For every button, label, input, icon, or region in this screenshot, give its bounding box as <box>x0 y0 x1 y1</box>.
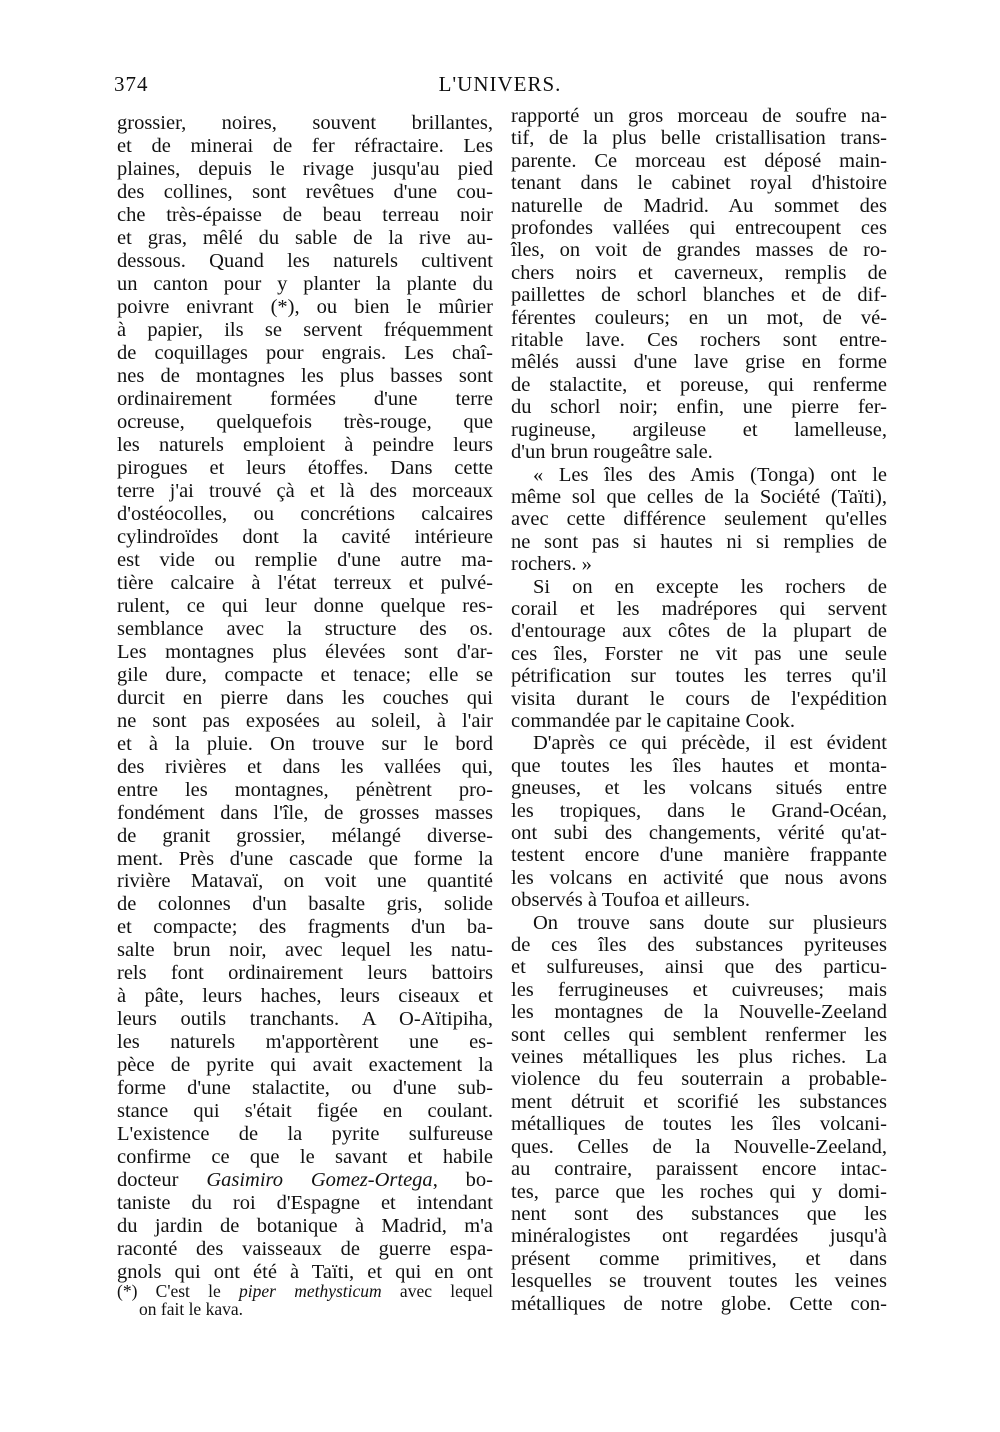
text-line <box>511 620 887 642</box>
text-run: d'entourage aux côtes de la plupart de <box>511 620 887 643</box>
text-run: d'ostéocolles, ou concrétions calcaires <box>117 502 493 525</box>
text-line <box>117 1169 493 1192</box>
text-line <box>511 307 887 329</box>
footnote <box>117 1280 493 1319</box>
text-line <box>511 195 887 217</box>
text-run: che très-épaisse de beau terreau noir <box>117 203 493 226</box>
text-run: leurs outils tranchants. A O-Aïtipiha, <box>117 1008 493 1031</box>
text-line <box>117 825 493 848</box>
text-run: poivre enivrant (*), ou bien le mûrier <box>117 295 493 318</box>
text-run: plaines, depuis le rivage jusqu'au pied <box>117 157 493 180</box>
text-line <box>117 893 493 916</box>
text-run: (*) C'est le <box>117 1281 240 1301</box>
text-run: dessous. Quand les naturels cultivent <box>117 249 493 272</box>
text-run: pirogues et leurs étoffes. Dans cette <box>117 456 493 479</box>
text-line <box>511 1158 887 1180</box>
text-run: à pâte, leurs haches, leurs ciseaux et <box>117 985 493 1008</box>
text-run: stance qui s'était figée en coulant. <box>117 1100 493 1123</box>
text-run: taniste du roi d'Espagne et intendant <box>117 1192 493 1215</box>
text-run: fondément dans l'île, de grosses masses <box>117 801 493 824</box>
text-run: forme d'une stalactite, ou d'une sub- <box>117 1077 493 1100</box>
text-line <box>511 867 887 889</box>
text-line <box>511 1068 887 1090</box>
text-line <box>117 802 493 825</box>
text-line <box>511 419 887 441</box>
text-line <box>117 526 493 549</box>
text-line <box>511 912 887 934</box>
text-line <box>511 732 887 754</box>
text-run: tes, parce que les roches qui y domi- <box>511 1180 887 1203</box>
text-run: gnols qui ont été à Taïti, et qui en ont <box>117 1261 493 1284</box>
text-run: et gras, mêlé du sable de la rive au- <box>117 226 493 249</box>
text-run: minéralogistes ont regardées jusqu'à <box>511 1225 887 1248</box>
text-run: à papier, ils se servent fréquemment <box>117 318 493 341</box>
text-line <box>511 1001 887 1023</box>
text-run: pétrification sur toutes les terres qu'il <box>511 665 887 688</box>
text-run: les ferrugineuses et cuivreuses; mais <box>511 978 887 1001</box>
text-run: du jardin de botanique à Madrid, m'a <box>117 1215 493 1238</box>
text-run: docteur <box>117 1169 207 1192</box>
text-run: nent sont des substances que les <box>511 1202 887 1225</box>
text-line <box>117 916 493 939</box>
text-line <box>117 250 493 273</box>
text-run: rugineuse, argileuse et lamelleuse, <box>511 418 887 441</box>
text-line <box>117 870 493 893</box>
text-run: veines métalliques les plus riches. La <box>511 1046 887 1069</box>
text-line <box>117 480 493 503</box>
text-line <box>511 665 887 687</box>
text-line <box>117 1238 493 1261</box>
text-line <box>511 262 887 284</box>
text-run: entre les montagnes, pénètrent pro- <box>117 778 493 801</box>
text-line <box>511 889 887 911</box>
text-line <box>117 1031 493 1054</box>
text-run: on fait le kava. <box>139 1298 243 1319</box>
text-line <box>117 733 493 756</box>
text-line <box>511 1181 887 1203</box>
text-line <box>117 457 493 480</box>
text-run: Si on en excepte les rochers de <box>533 575 887 598</box>
text-line <box>511 464 887 486</box>
text-line <box>117 687 493 710</box>
text-run: visita durant le cours de l'expédition <box>511 687 887 710</box>
text-line <box>511 643 887 665</box>
italic-run: Gasimiro Gomez-Ortega <box>206 1169 433 1192</box>
text-line <box>117 1054 493 1077</box>
text-run: avec lequel <box>381 1281 493 1301</box>
text-line <box>117 618 493 641</box>
text-run: férentes couleurs; en un mot, de vé- <box>511 306 887 329</box>
text-run: corail et les madrépores qui servent <box>511 597 887 620</box>
text-line <box>117 296 493 319</box>
text-line <box>511 1293 887 1315</box>
text-run: chers noirs et caverneux, remplis de <box>511 261 887 284</box>
text-run: métalliques de toutes les îles volcani- <box>511 1113 887 1136</box>
text-run: violence du feu souterrain a probable- <box>511 1068 887 1091</box>
text-line <box>117 181 493 204</box>
right-column <box>511 105 887 1315</box>
text-run: pèce de pyrite qui avait exactement la <box>117 1054 493 1077</box>
text-run: observés à Toufoa et ailleurs. <box>511 889 750 912</box>
text-line <box>117 939 493 962</box>
text-line <box>511 508 887 530</box>
text-line <box>511 1203 887 1225</box>
text-run: métalliques de notre globe. Cette con- <box>511 1292 887 1315</box>
text-run: L'existence de la pyrite sulfureuse <box>117 1123 493 1146</box>
text-run: de colonnes d'un basalte gris, solide <box>117 893 493 916</box>
text-line <box>117 710 493 733</box>
text-run: gneuses, et les volcans situés entre <box>511 777 887 800</box>
text-run: un canton pour y planter la plante du <box>117 272 493 295</box>
text-run: ordinairement formées d'une terre <box>117 387 493 410</box>
text-line <box>117 411 493 434</box>
text-run: naturelle de Madrid. Au sommet des <box>511 194 887 217</box>
text-line <box>511 1113 887 1135</box>
text-run: salte brun noir, avec lequel les natu- <box>117 939 493 962</box>
text-run: nes de montagnes les plus basses sont <box>117 364 493 387</box>
text-line <box>117 365 493 388</box>
text-line <box>117 434 493 457</box>
text-line <box>511 688 887 710</box>
text-line <box>511 127 887 149</box>
text-run: les naturels emploient à peindre leurs <box>117 433 493 456</box>
text-run: profondes vallées qui entrecoupent ces <box>511 217 887 240</box>
text-run: grossier, noires, souvent brillantes, <box>117 112 493 134</box>
text-run: et à la pluie. On trouve sur le bord <box>117 732 493 755</box>
text-run: , bo- <box>432 1169 493 1192</box>
text-line <box>117 779 493 802</box>
text-run: ritable lave. Ces rochers sont entre- <box>511 329 887 352</box>
text-line <box>117 1146 493 1169</box>
text-line <box>511 1225 887 1247</box>
text-line <box>511 217 887 239</box>
text-line <box>511 844 887 866</box>
text-line <box>117 204 493 227</box>
text-run: présent comme primitives, et dans <box>511 1247 887 1270</box>
text-line <box>117 1215 493 1238</box>
text-line <box>511 172 887 194</box>
text-run: durcit en pierre dans les couches qui <box>117 686 493 709</box>
text-run: les volcans en activité que nous avons <box>511 866 887 889</box>
running-title: L'UNIVERS. <box>438 72 562 96</box>
text-line <box>117 985 493 1008</box>
text-line <box>117 112 493 135</box>
text-run: terre j'ai trouvé çà et là des morceaux <box>117 479 493 502</box>
text-run: et compacte; des fragments d'un ba- <box>117 916 493 939</box>
text-line <box>511 1046 887 1068</box>
text-run: ces îles, Forster ne vit pas une seule <box>511 642 887 665</box>
text-run: au contraire, paraissent encore intac- <box>511 1158 887 1181</box>
text-line <box>511 441 887 463</box>
text-run: ment détruit et scorifié les substances <box>511 1090 887 1113</box>
text-run: de coquillages pour engrais. Les chaî- <box>117 341 493 364</box>
text-line <box>117 158 493 181</box>
text-line <box>117 273 493 296</box>
text-run: îles, on voit de grandes masses de ro- <box>511 239 887 262</box>
text-run: « Les îles des Amis (Tonga) ont le <box>533 463 887 486</box>
text-line <box>117 1123 493 1146</box>
text-run: rels font ordinairement leurs battoirs <box>117 962 493 985</box>
text-line <box>511 150 887 172</box>
text-run: ment. Près d'une cascade que forme la <box>117 847 493 870</box>
text-run: des rivières et dans les vallées qui, <box>117 755 493 778</box>
text-run: On trouve sans doute sur plusieurs <box>533 911 887 934</box>
text-run: même sol que celles de la Société (Taïti), <box>511 485 887 508</box>
text-run: tif, de la plus belle cristallisation trans- <box>511 127 887 150</box>
text-line <box>511 777 887 799</box>
text-run: du schorl noir; enfin, une pierre fer- <box>511 396 887 419</box>
text-run: parente. Ce morceau est déposé main- <box>511 149 887 172</box>
text-line <box>511 284 887 306</box>
text-line <box>511 553 887 575</box>
text-line <box>117 572 493 595</box>
text-line <box>117 756 493 779</box>
text-line <box>511 1091 887 1113</box>
text-line <box>117 962 493 985</box>
text-run: que toutes les îles hautes et monta- <box>511 754 887 777</box>
text-line <box>117 664 493 687</box>
text-line <box>511 755 887 777</box>
text-line <box>117 135 493 158</box>
text-line <box>511 351 887 373</box>
text-line <box>117 388 493 411</box>
text-run: sont celles qui semblent renfermer les <box>511 1023 887 1046</box>
text-run: de granit grossier, mélangé diverse- <box>117 824 493 847</box>
text-run: mêlés aussi d'une lave grise en forme <box>511 351 887 374</box>
text-line <box>117 1280 493 1301</box>
text-line <box>511 956 887 978</box>
text-run: rivière Matavaï, on voit une quantité <box>117 870 493 893</box>
text-line <box>117 1100 493 1123</box>
text-line <box>511 710 887 732</box>
text-run: rapporté un gros morceau de soufre na- <box>511 105 887 127</box>
left-column <box>117 112 493 1284</box>
text-line <box>117 1008 493 1031</box>
text-line <box>511 239 887 261</box>
text-line <box>511 105 887 127</box>
text-line <box>117 503 493 526</box>
italic-run: piper methysticum <box>239 1281 382 1301</box>
text-line <box>117 1192 493 1215</box>
text-run: et sulfureuses, ainsi que des particu- <box>511 956 887 979</box>
text-line <box>511 1270 887 1292</box>
text-line <box>511 576 887 598</box>
text-run: cylindroïdes dont la cavité intérieure <box>117 525 493 548</box>
text-line <box>117 342 493 365</box>
text-run: de ces îles des substances pyriteuses <box>511 934 887 957</box>
text-run: testent encore d'une manière frappante <box>511 844 887 867</box>
text-run: avec cette différence seulement qu'elles <box>511 508 887 531</box>
text-line <box>511 934 887 956</box>
page-number: 374 <box>114 72 149 96</box>
text-run: lesquelles se trouvent toutes les veines <box>511 1270 887 1293</box>
text-run: ocreuse, quelquefois très-rouge, que <box>117 410 493 433</box>
text-line <box>511 598 887 620</box>
text-run: de stalactite, et poreuse, qui renferme <box>511 373 887 396</box>
text-run: ne sont pas si hautes ni si remplies de <box>511 530 887 553</box>
text-run: D'après ce qui précède, il est évident <box>533 732 887 755</box>
text-run: ques. Celles de la Nouvelle-Zeeland, <box>511 1135 887 1158</box>
text-run: les naturels m'apportèrent une es- <box>117 1031 493 1054</box>
text-run: raconté des vaisseaux de guerre espa- <box>117 1238 493 1261</box>
text-line <box>511 374 887 396</box>
text-line <box>511 329 887 351</box>
text-run: rochers. » <box>511 553 592 576</box>
text-line <box>117 549 493 572</box>
text-line <box>117 319 493 342</box>
text-line <box>117 595 493 618</box>
text-line <box>511 486 887 508</box>
text-line <box>511 822 887 844</box>
text-run: Les montagnes plus élevées sont d'ar- <box>117 640 493 663</box>
text-line <box>511 531 887 553</box>
text-line <box>117 227 493 250</box>
text-run: semblance avec la structure des os. <box>117 617 493 640</box>
text-run: confirme ce que le savant et habile <box>117 1146 493 1169</box>
text-run: et de minerai de fer réfractaire. Les <box>117 134 493 157</box>
text-run: des collines, sont revêtues d'une cou- <box>117 180 493 203</box>
text-run: tenant dans le cabinet royal d'histoire <box>511 172 887 195</box>
text-run: est vide ou remplie d'une autre ma- <box>117 548 493 571</box>
text-run: ne sont pas exposées au soleil, à l'air <box>117 709 493 732</box>
text-line <box>117 1077 493 1100</box>
text-line <box>511 1024 887 1046</box>
text-line <box>117 641 493 664</box>
text-run: d'un brun rougeâtre sale. <box>511 441 713 464</box>
text-run: rulent, ce qui leur donne quelque res- <box>117 594 493 617</box>
text-line <box>117 848 493 871</box>
text-line <box>511 396 887 418</box>
text-run: les montagnes de la Nouvelle-Zeeland <box>511 1001 887 1024</box>
text-run: ont subi des changements, vérité qu'at- <box>511 822 887 844</box>
text-run: tière calcaire à l'état terreux et pulvé- <box>117 571 493 594</box>
text-line <box>511 800 887 822</box>
text-line <box>511 1248 887 1270</box>
text-line <box>511 1136 887 1158</box>
text-run: commandée par le capitaine Cook. <box>511 709 796 732</box>
text-run: paillettes de schorl blanches et de dif- <box>511 284 887 307</box>
text-run: gile dure, compacte et tenace; elle se <box>117 663 493 686</box>
text-run: les tropiques, dans le Grand-Océan, <box>511 799 887 822</box>
text-line <box>511 979 887 1001</box>
